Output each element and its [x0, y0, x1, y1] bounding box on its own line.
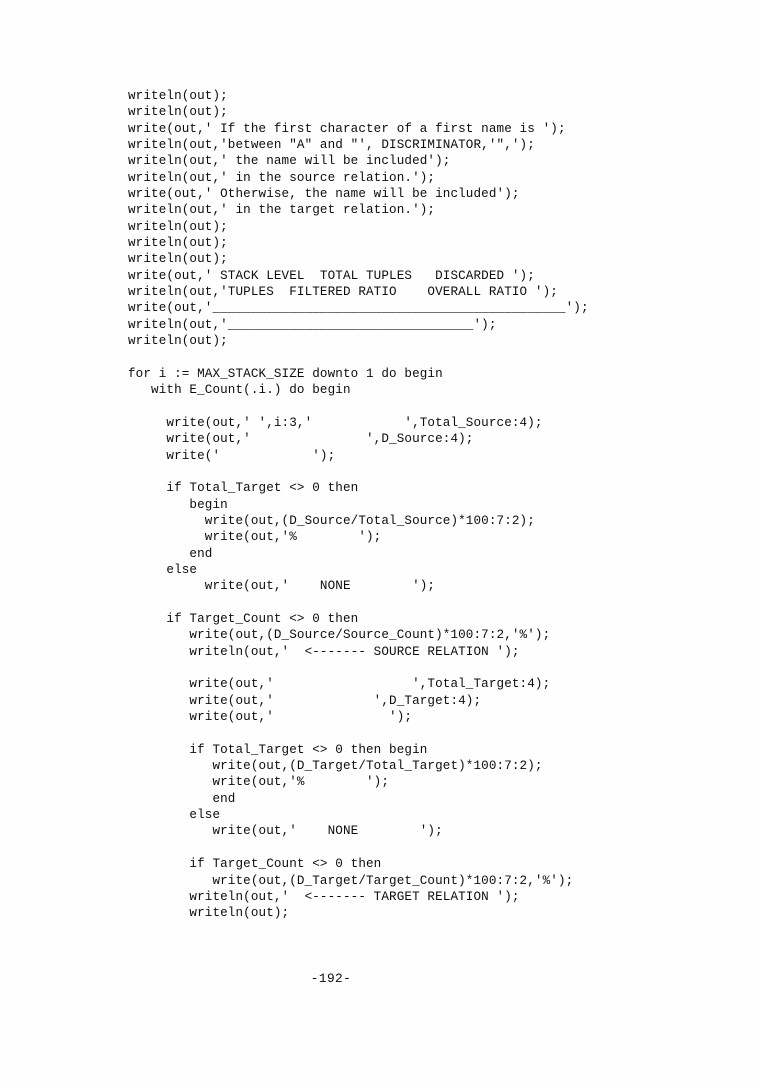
code-line: writeln(out);	[128, 89, 228, 103]
code-line: write(out,' If the first character of a first name is ');	[128, 121, 566, 136]
source-code-listing	[128, 88, 728, 922]
code-line: with E_Count(.i.) do begin	[128, 383, 351, 398]
code-line: write(out,' ',D_Source:4);	[128, 432, 474, 447]
code-line	[128, 660, 728, 676]
code-line: writeln(out,'between "A" and "', DISCRIMINATOR,'",');	[128, 138, 535, 153]
code-line: for i := MAX_STACK_SIZE downto 1 do begin	[128, 366, 443, 381]
code-line: write(out,'______________________________________________');	[128, 301, 589, 316]
code-line: writeln(out);	[128, 105, 228, 120]
code-line: write(out,(D_Target/Target_Count)*100:7:2,'%');	[128, 873, 574, 888]
code-line: writeln(out,'TUPLES FILTERED RATIO OVERALL RATIO ');	[128, 285, 558, 300]
code-line: writeln(out,' the name will be included');	[128, 154, 451, 169]
code-line: writeln(out);	[128, 334, 228, 349]
code-line	[128, 840, 728, 856]
code-line	[128, 595, 728, 611]
code-line: write(out,' ',D_Target:4);	[128, 693, 482, 708]
code-line: writeln(out,' <------- SOURCE RELATION ');	[128, 644, 520, 659]
code-line: if Total_Target <> 0 then begin	[128, 742, 428, 757]
code-line: write(out,'% ');	[128, 775, 390, 790]
code-line: begin	[128, 497, 228, 512]
code-line: write(out,' ',i:3,' ',Total_Source:4);	[128, 415, 543, 430]
code-line: writeln(out);	[128, 252, 228, 267]
code-line: writeln(out,' <------- TARGET RELATION ');	[128, 889, 520, 904]
code-line: write(out,' NONE ');	[128, 579, 436, 594]
code-line: write(' ');	[128, 448, 336, 463]
code-line	[128, 350, 728, 366]
code-line: end	[128, 546, 213, 561]
code-line: write(out,(D_Source/Total_Source)*100:7:2);	[128, 513, 535, 528]
code-line: else	[128, 808, 221, 823]
code-line: write(out,' ');	[128, 710, 413, 725]
page-number-label: -192-	[310, 971, 352, 986]
code-line: if Target_Count <> 0 then	[128, 857, 382, 872]
code-line: end	[128, 791, 236, 806]
code-line	[128, 399, 728, 415]
code-line: else	[128, 562, 198, 577]
code-line: write(out,(D_Target/Total_Target)*100:7:2);	[128, 759, 543, 774]
code-line: writeln(out);	[128, 236, 228, 251]
code-line: writeln(out,'________________________________');	[128, 317, 497, 332]
code-line: write(out,' STACK LEVEL TOTAL TUPLES DISCARDED ');	[128, 268, 535, 283]
code-line: write(out,(D_Source/Source_Count)*100:7:2,'%');	[128, 628, 551, 643]
code-line: if Target_Count <> 0 then	[128, 612, 359, 626]
code-line: write(out,'% ');	[128, 530, 382, 545]
code-line: writeln(out,' in the source relation.');	[128, 170, 436, 185]
code-line: write(out,' Otherwise, the name will be included');	[128, 187, 520, 202]
code-line	[128, 464, 728, 480]
code-line: writeln(out);	[128, 906, 290, 921]
code-line	[128, 725, 728, 741]
code-line: write(out,' NONE ');	[128, 824, 443, 839]
code-line: writeln(out,' in the target relation.');	[128, 203, 436, 218]
code-line: writeln(out);	[128, 219, 228, 234]
code-line: if Total_Target <> 0 then	[128, 481, 359, 496]
code-line: write(out,' ',Total_Target:4);	[128, 677, 551, 692]
page-number	[0, 971, 760, 986]
